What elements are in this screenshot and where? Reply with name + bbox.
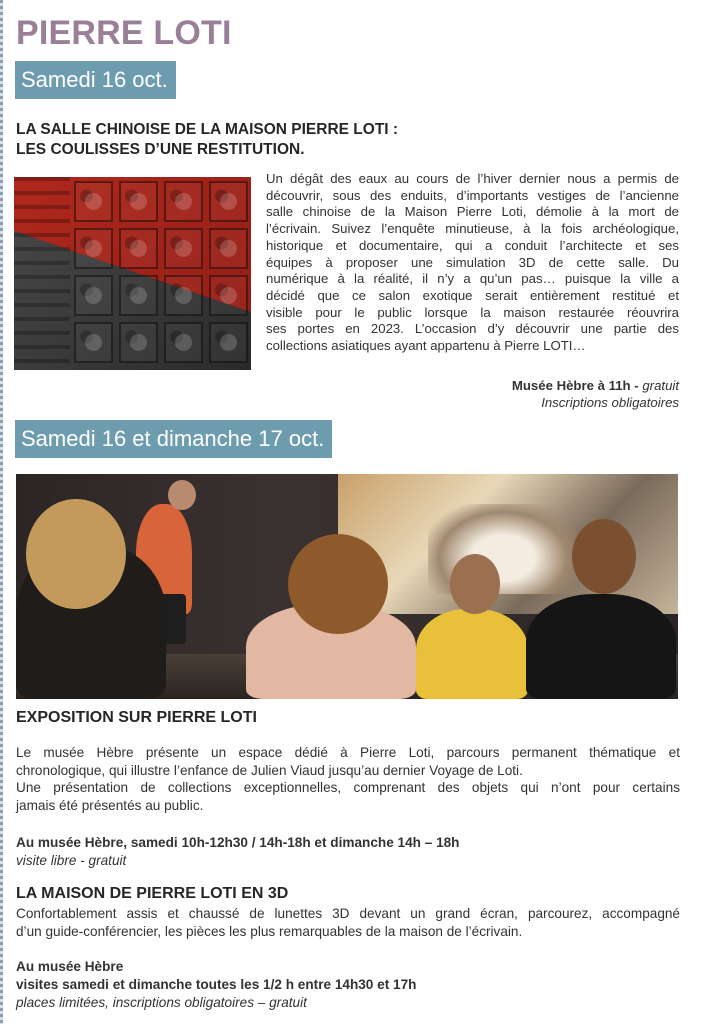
page-edge-decoration bbox=[0, 0, 3, 1024]
event1-info bbox=[300, 378, 679, 411]
event1-description-line: équipes à proposer une simulation 3D de cette salle. Du bbox=[266, 254, 679, 270]
event1-title-line1: LA SALLE CHINOISE DE LA MAISON PIERRE LOTI : bbox=[16, 121, 399, 138]
event1-price: gratuit bbox=[642, 378, 679, 393]
maison3d-title: LA MAISON DE PIERRE LOTI EN 3D bbox=[16, 885, 289, 902]
exhibition-3d-screening-photo bbox=[16, 474, 678, 699]
exhibition-info bbox=[16, 834, 680, 870]
event1-description-line: découvrir, sous des enduits, d’importants vestiges de l’ancienne bbox=[266, 187, 679, 203]
maison3d-description bbox=[16, 905, 680, 940]
exhibition-description-line: Une présentation de collections exceptionnelles, comprenant des objets qui n’ont pour certains bbox=[16, 780, 680, 795]
maison3d-conditions: places limitées, inscriptions obligatoires – gratuit bbox=[16, 995, 307, 1010]
exhibition-access: visite libre - gratuit bbox=[16, 853, 127, 868]
event1-description-line: salle chinoise de la Maison Pierre Loti, démolie à la mort de bbox=[266, 204, 679, 220]
event1-description-line: l’écrivain. Suivez l’enquête minutieuse, à la fois archéologique, bbox=[266, 221, 679, 237]
event1-description bbox=[266, 171, 679, 355]
page-title: PIERRE LOTI bbox=[16, 14, 232, 52]
exhibition-description-line: jamais été présentés au public. bbox=[16, 797, 204, 813]
event1-description-line: historique et documentaire, qui a conduit l’architecte et ses bbox=[266, 237, 679, 253]
maison3d-description-line: Confortablement assis et chaussé de lunettes 3D devant un grand écran, parcourez, accompagné bbox=[16, 906, 680, 921]
event1-description-line: collections asiatiques ayant appartenu à Pierre LOTI… bbox=[266, 338, 586, 354]
event1-registration: Inscriptions obligatoires bbox=[541, 394, 679, 410]
event1-venue-time: Musée Hèbre à 11h - bbox=[511, 378, 639, 393]
date-banner-samedi-dimanche: Samedi 16 et dimanche 17 oct. bbox=[15, 420, 332, 458]
event1-venue-line bbox=[300, 378, 679, 395]
event1-description-line: ses portes en 2023. L’occasion d’y découvrir une partie des bbox=[266, 321, 679, 337]
exhibition-description-line: Le musée Hèbre présente un espace dédié à Pierre Loti, parcours permanent thématique et bbox=[16, 745, 680, 760]
maison3d-venue: Au musée Hèbre bbox=[16, 959, 124, 974]
event1-description-line: visible pour le public lorsque la maison restaurée réouvrira bbox=[266, 304, 679, 320]
exhibition-hours: Au musée Hèbre, samedi 10h-12h30 / 14h-18h et dimanche 14h – 18h bbox=[16, 835, 460, 850]
chinese-room-ceiling-photo bbox=[14, 177, 251, 370]
event1-description-line: décidé que ce salon exotique serait entièrement restitué et bbox=[266, 287, 679, 303]
date-banner-samedi: Samedi 16 oct. bbox=[15, 61, 176, 99]
event1-title-line2: LES COULISSES D’UNE RESTITUTION. bbox=[16, 141, 305, 158]
exhibition-description bbox=[16, 744, 680, 814]
event1-title bbox=[16, 120, 398, 160]
maison3d-schedule: visites samedi et dimanche toutes les 1/2 h entre 14h30 et 17h bbox=[16, 977, 417, 992]
event1-description-line: numérique à la réalité, il n’y a qu’un pas… puisque la ville a bbox=[266, 271, 679, 287]
maison3d-info bbox=[16, 958, 680, 1012]
maison3d-description-line: d’un guide-conférencier, les pièces les plus remarquables de la maison de l’écrivain. bbox=[16, 923, 523, 939]
exhibition-description-line: chronologique, qui illustre l’enfance de Julien Viaud jusqu’au dernier Voyage de Loti. bbox=[16, 762, 523, 778]
exhibition-title: EXPOSITION SUR PIERRE LOTI bbox=[16, 709, 257, 726]
event1-description-line: Un dégât des eaux au cours de l’hiver dernier nous a permis de bbox=[266, 171, 679, 186]
